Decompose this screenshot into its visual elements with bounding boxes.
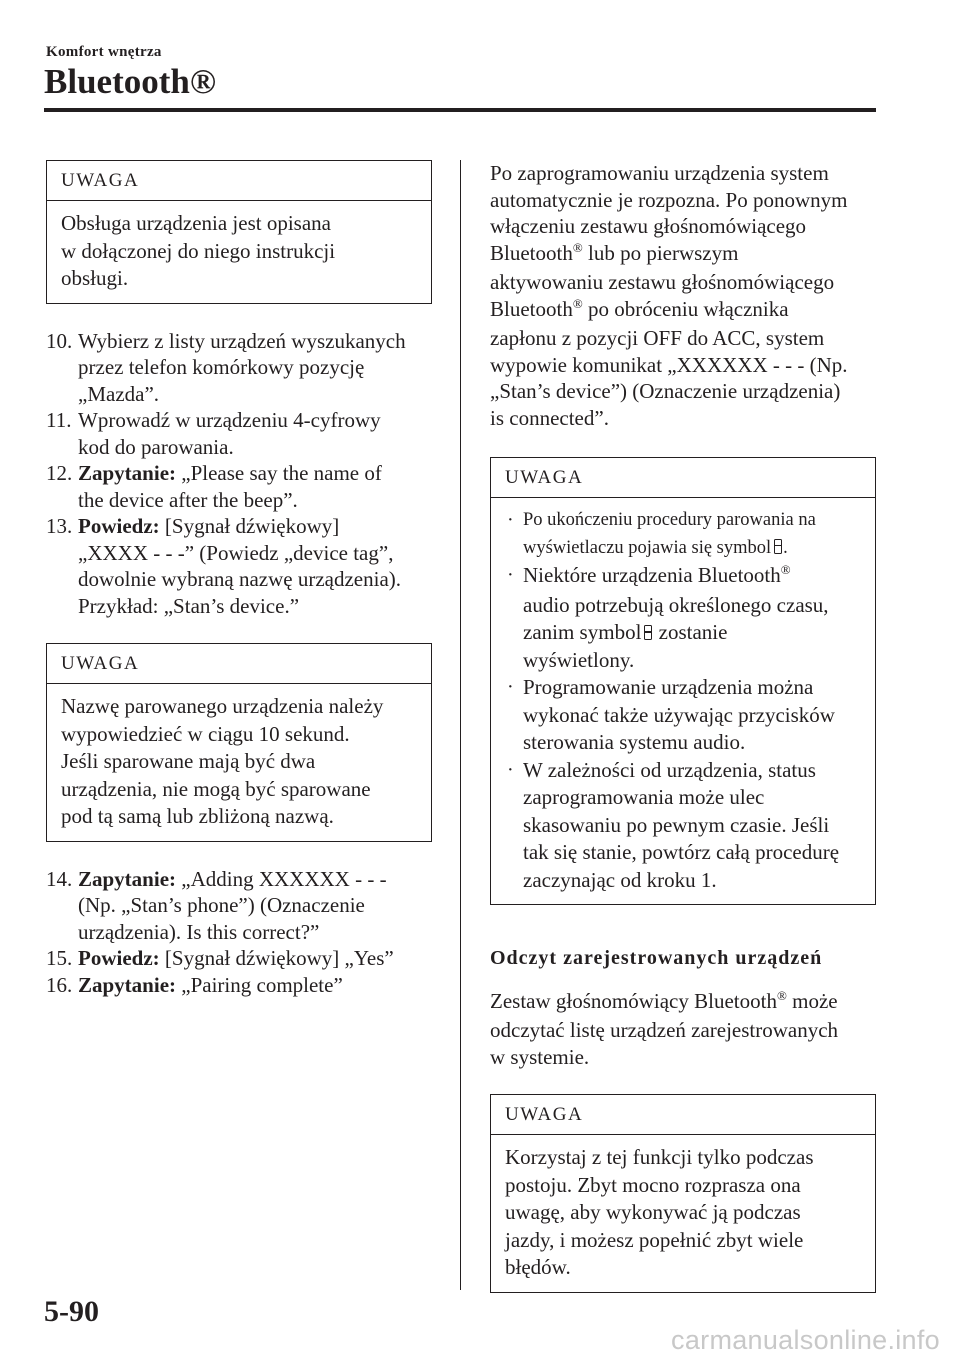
note-line: uwagę, aby wykonywać ją podczas [505,1200,801,1224]
note-line: obsługi. [61,266,129,290]
step-15 [46,945,432,972]
step-number: 11. [46,408,72,432]
bullet-line: zaprogramowania może ulec [523,785,765,809]
step-keyword: Zapytanie: [78,461,177,485]
note-heading: UWAGA [491,458,875,498]
left-column [46,160,432,998]
para-line [490,296,876,326]
step-line: Wybierz z listy urządzeń wyszukanych [78,328,406,353]
note-box-4 [490,1094,876,1293]
para-text: lub po pierwszym [582,240,739,265]
bullet-line: tak się stanie, powtórz całą procedurę [523,840,840,864]
note-line: pod tą samą lub zbliżoną nazwą. [61,804,334,828]
step-text: „Please say the name of [176,461,382,485]
para-line: is connected”. [490,405,609,430]
note-line: błędów. [505,1255,571,1279]
bullet-line: skasowaniu po pewnym czasie. Jeśli [523,812,830,837]
step-text: „Adding XXXXXX - - - [176,866,387,891]
note-box-3 [490,457,876,905]
step-number: 10. [46,328,73,353]
note-bullet [505,562,861,674]
para-line: aktywowaniu zestawu głośnomówiącego [490,270,835,294]
note-body [491,498,875,904]
para-line [490,988,876,1018]
registered-mark: ® [572,295,583,311]
step-line: the device after the beep”. [78,487,298,512]
step-12 [46,460,432,513]
intro-paragraph [490,160,876,431]
note-body [47,684,431,841]
note-box-1 [46,160,432,304]
note-box-2 [46,643,432,842]
note-line: jazdy, i możesz popełnić zbyt wiele [505,1227,804,1252]
step-line: Przykład: „Stan’s device.” [78,593,300,618]
steps-list-a [46,328,432,620]
bullet-text: Niektóre urządzenia Bluetooth [523,563,781,587]
step-number: 15. [46,946,73,970]
step-line: przez telefon komórkowy pozycję [78,355,365,379]
note-line: w dołączonej do niego instrukcji [61,238,336,263]
step-keyword: Zapytanie: [78,972,177,997]
bullet-line: Programowanie urządzenia można [523,675,814,699]
step-line: dowolnie wybraną nazwę urządzenia). [78,567,402,591]
note-heading: UWAGA [47,161,431,201]
note-line: postoju. Zbyt mocno rozprasza ona [505,1172,801,1197]
step-line [78,513,432,540]
bullet-line: audio potrzebują określonego czasu, [523,592,829,617]
bullet-text: zanim symbol [523,620,642,644]
right-column [490,160,876,1293]
step-line: urządzenia). Is this correct?” [78,919,320,944]
step-number: 16. [46,972,73,997]
note-line: Obsługa urządzenia jest opisana [61,211,331,235]
bullet-line: Po ukończeniu procedury parowania na [523,510,816,530]
step-14 [46,866,432,946]
note-bullet [505,674,861,757]
step-line [78,866,432,893]
note-body [491,1135,875,1292]
note-line: Nazwę parowanego urządzenia należy [61,694,384,718]
note-heading: UWAGA [491,1095,875,1135]
para-line: w systemie. [490,1044,590,1069]
note-bullet-list [505,507,861,894]
bullet-line [523,619,861,647]
step-text: [Sygnał dźwiękowy] [159,514,340,538]
para-text: Bluetooth [490,240,573,265]
registered-mark: ® [780,562,791,577]
step-text: [Sygnał dźwiękowy] „Yes” [159,946,394,970]
para-line: wypowie komunikat „XXXXXX - - - (Np. [490,352,848,377]
para-line: automatycznie je rozpozna. Po ponownym [490,187,848,212]
note-heading: UWAGA [47,644,431,684]
page-title: Bluetooth® [44,62,216,101]
step-number: 12. [46,461,73,485]
para-text: może [786,988,838,1013]
para-line [490,240,876,270]
note-line: wypowiedzieć w ciągu 10 sekund. [61,721,350,746]
step-line: „Mazda”. [78,381,160,406]
para-line: „Stan’s device”) (Oznaczenie urządzenia) [490,379,841,403]
step-keyword: Powiedz: [78,514,160,538]
column-divider [460,160,461,1290]
bullet-text: . [783,537,788,558]
para-line: odczytać listę urządzeń zarejestrowanych [490,1018,839,1042]
phone-connected-icon [774,539,782,554]
step-line: Wprowadź w urządzeniu 4-cyfrowy [78,408,381,432]
note-bullet [505,757,861,895]
bullet-dot: · [507,564,514,586]
step-10 [46,328,432,408]
bullet-text: zostanie [653,620,728,644]
step-13 [46,513,432,619]
note-line: Korzystaj z tej funkcji tylko podczas [505,1145,814,1169]
step-line [78,972,432,999]
step-line: „XXXX - - -” (Powiedz „device tag”, [78,540,394,565]
bullet-text: wyświetlaczu pojawia się symbol [523,537,772,558]
steps-list-b [46,866,432,999]
note-bullet [505,507,861,562]
registered-mark: ® [572,239,583,255]
header-rule [44,108,876,112]
para-text: Zestaw głośnomówiący Bluetooth [490,988,777,1013]
step-keyword: Zapytanie: [78,866,177,891]
bullet-line [523,562,861,592]
para-text: Bluetooth [490,296,573,321]
bullet-line: wykonać także używając przycisków [523,702,835,727]
note-line: urządzenia, nie mogą być sparowane [61,776,371,801]
bullet-dot: · [507,758,514,781]
step-text: „Pairing complete” [176,972,343,997]
watermark[interactable]: carmanualsonline.info [671,1325,940,1355]
step-line: kod do parowania. [78,434,234,459]
section-subheading: Odczyt zarejestrowanych urządzeń [490,947,823,969]
bullet-line: wyświetlony. [523,647,635,672]
bullet-line: zaczynając od kroku 1. [523,867,717,892]
phone-connected-icon [644,625,652,640]
bullet-line: W zależności od urządzenia, status [523,757,816,782]
note-body [47,201,431,303]
step-keyword: Powiedz: [78,946,160,970]
step-11 [46,407,432,460]
read-devices-paragraph [490,988,876,1071]
bullet-line [523,535,861,563]
page-number: 5-90 [44,1295,99,1328]
step-line: (Np. „Stan’s phone”) (Oznaczenie [78,893,365,917]
para-text: po obróceniu włącznika [582,296,789,321]
bullet-line: sterowania systemu audio. [523,730,746,754]
registered-mark: ® [776,987,787,1003]
para-line: zapłonu z pozycji OFF do ACC, system [490,326,825,350]
note-line: Jeśli sparowane mają być dwa [61,749,316,773]
section-label: Komfort wnętrza [46,44,162,60]
step-16 [46,972,432,999]
step-line [78,460,432,487]
bullet-dot: · [507,676,514,698]
bullet-dot: · [507,509,514,531]
para-line: Po zaprogramowaniu urządzenia system [490,161,829,185]
step-number: 14. [46,866,73,891]
step-line [78,945,432,972]
step-number: 13. [46,514,73,538]
para-line: włączeniu zestawu głośnomówiącego [490,214,807,238]
